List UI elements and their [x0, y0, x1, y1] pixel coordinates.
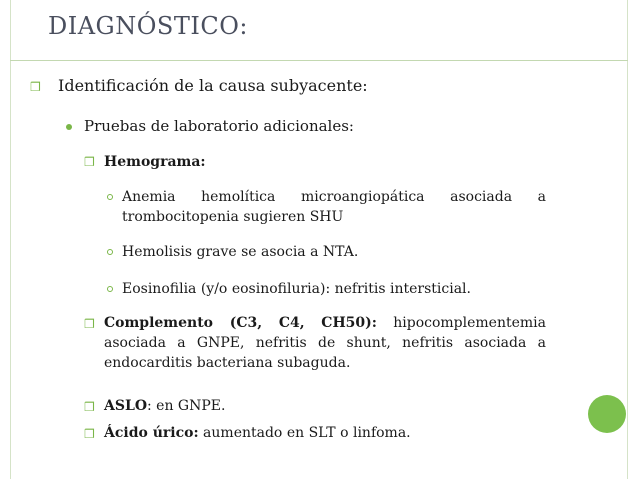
slide-title: DIAGNÓSTICO: — [48, 12, 248, 40]
ring-bullet-icon — [107, 249, 113, 255]
frame-left-line — [10, 0, 11, 479]
sub-item-hemolisis: Hemolisis grave se asocia a NTA. — [122, 244, 359, 260]
level1-text: Identificación de la causa subyacente: — [58, 76, 368, 95]
item-aslo-label: ASLO — [104, 398, 148, 414]
item-complemento-label: Complemento (C3, C4, CH50): — [104, 315, 377, 331]
item-complemento-text: hipocomplementemia asociada a GNPE, nefritis de shunt, nefritis asociada a endocarditis bacteriana subaguda. — [104, 315, 546, 371]
ring-bullet-icon — [107, 194, 113, 200]
item-aslo — [104, 396, 225, 416]
sub-item-eosinofilia: Eosinofilia (y/o eosinofiluria): nefritis intersticial. — [122, 281, 471, 297]
item-acido-urico — [104, 423, 411, 443]
hollow-square-bullet-icon: ❒ — [84, 317, 95, 331]
item-complemento — [104, 313, 546, 373]
hollow-square-bullet-icon: ❒ — [84, 155, 95, 169]
item-acido-urico-label: Ácido úrico: — [104, 425, 199, 441]
title-divider — [10, 60, 628, 61]
level2-text: Pruebas de laboratorio adicionales: — [84, 117, 354, 135]
hollow-square-bullet-icon: ❒ — [84, 400, 95, 414]
dot-bullet-icon — [66, 124, 72, 130]
item-hemograma: Hemograma: — [104, 154, 206, 170]
item-acido-urico-text: aumentado en SLT o linfoma. — [198, 425, 411, 441]
frame-right-line — [627, 0, 628, 479]
item-aslo-text: : en GNPE. — [147, 398, 226, 414]
ring-bullet-icon — [107, 286, 113, 292]
sub-item-anemia: Anemia hemolítica microangiopática asociada a trombocitopenia sugieren SHU — [122, 189, 546, 225]
hollow-square-bullet-icon: ❒ — [30, 80, 41, 94]
decorative-green-circle — [588, 395, 626, 433]
hollow-square-bullet-icon: ❒ — [84, 427, 95, 441]
